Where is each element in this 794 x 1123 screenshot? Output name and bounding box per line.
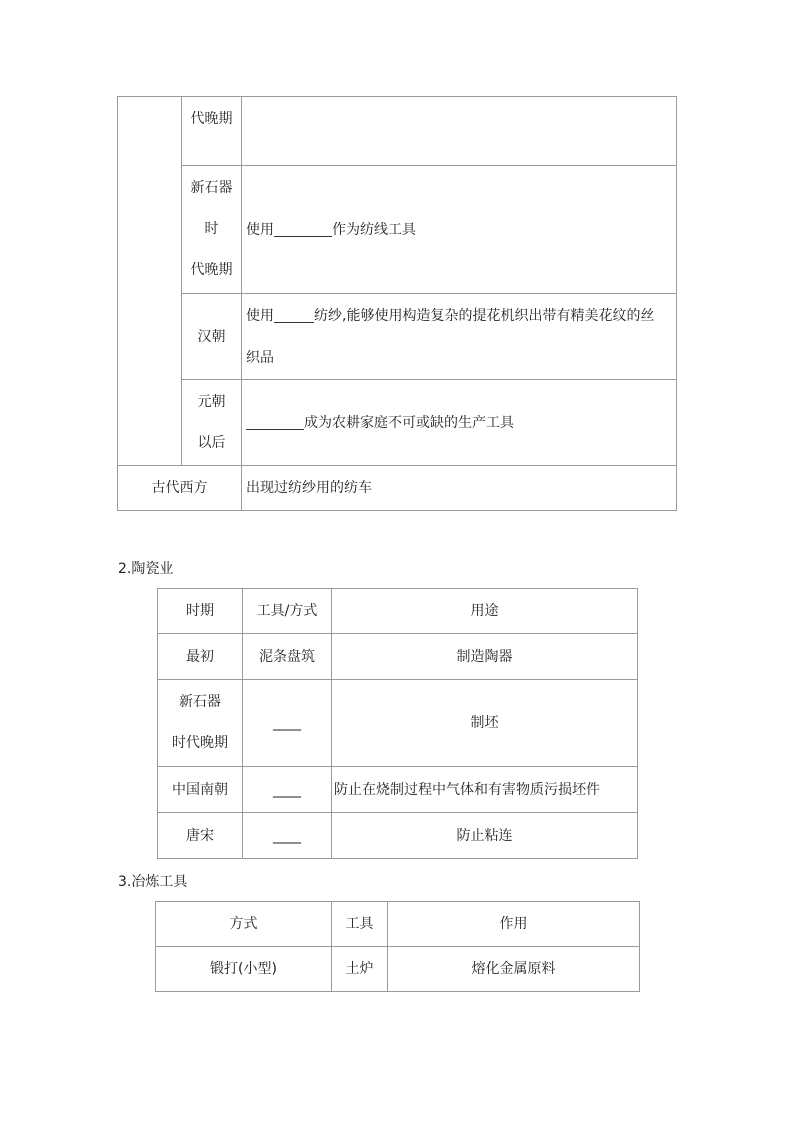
period-cell: 新石器 时代晚期 xyxy=(158,680,243,767)
content-cell: 使用 纺纱,能够使用构造复杂的提花机织出带有精美花纹的丝 织品 xyxy=(242,294,677,380)
category-cell-empty xyxy=(118,97,182,466)
header-cell: 工具/方式 xyxy=(243,589,332,634)
content-cell xyxy=(242,97,677,166)
header-cell: 工具 xyxy=(332,902,388,947)
tool-cell: 泥条盘筑 xyxy=(243,634,332,680)
fill-blank xyxy=(274,307,314,323)
period-cell: 新石器 时 代晚期 xyxy=(182,166,242,294)
use-cell: 制造陶器 xyxy=(332,634,638,680)
textile-table xyxy=(117,96,677,511)
content-cell: 使用 作为纺线工具 xyxy=(242,166,677,294)
header-cell: 时期 xyxy=(158,589,243,634)
section-title-smelting: 3.冶炼工具 xyxy=(118,874,188,890)
use-cell: 防止在烧制过程中气体和有害物质污损坯件 xyxy=(332,767,638,813)
pottery-table xyxy=(157,588,638,859)
period-cell: 元朝 以后 xyxy=(182,380,242,466)
fill-blank xyxy=(274,221,332,237)
period-cell: 代晚期 xyxy=(182,97,242,166)
tool-cell: ____ xyxy=(243,767,332,813)
fill-blank xyxy=(246,414,304,430)
period-cell: 汉朝 xyxy=(182,294,242,380)
period-cell: 最初 xyxy=(158,634,243,680)
header-cell: 方式 xyxy=(156,902,332,947)
tool-cell: ____ xyxy=(243,813,332,859)
use-cell: 防止粘连 xyxy=(332,813,638,859)
method-cell: 锻打(小型) xyxy=(156,947,332,992)
header-cell: 作用 xyxy=(388,902,640,947)
tool-cell: ____ xyxy=(243,680,332,767)
effect-cell: 熔化金属原料 xyxy=(388,947,640,992)
period-cell: 唐宋 xyxy=(158,813,243,859)
header-cell: 用途 xyxy=(332,589,638,634)
smelting-table xyxy=(155,901,640,992)
tool-cell: 土炉 xyxy=(332,947,388,992)
section-title-pottery: 2.陶瓷业 xyxy=(118,561,174,577)
use-cell: 制坯 xyxy=(332,680,638,767)
west-content-cell: 出现过纺纱用的纺车 xyxy=(242,466,677,511)
content-cell: 成为农耕家庭不可或缺的生产工具 xyxy=(242,380,677,466)
west-label-cell: 古代西方 xyxy=(118,466,242,511)
period-cell: 中国南朝 xyxy=(158,767,243,813)
